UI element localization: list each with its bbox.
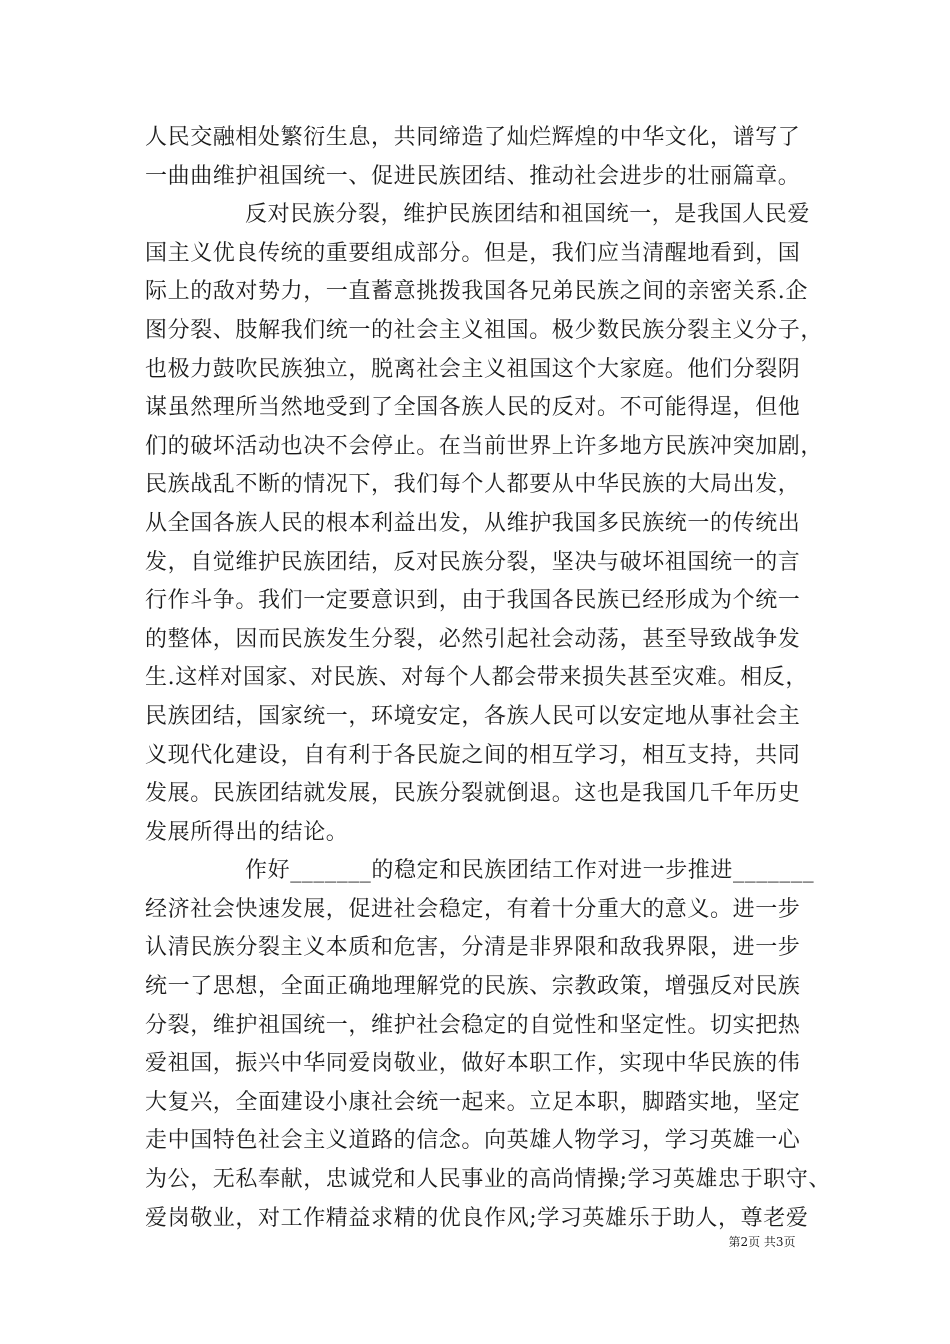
text-line: 义现代化建设，自有利于各民旋之间的相互学习，相互支持，共同 [145,742,801,768]
text-line: 也极力鼓吹民族独立，脱离社会主义祖国这个大家庭。他们分裂阴 [145,356,801,382]
text-line: 统一了思想，全面正确地理解党的民族、宗教政策，增强反对民族 [145,974,801,1000]
text-line: 民族战乱不断的情况下，我们每个人都要从中华民族的大局出发， [145,472,801,498]
text-line: 从全国各族人民的根本利益出发，从维护我国多民族统一的传统出 [145,510,801,536]
page-footer [0,1233,950,1250]
text-line: 反对民族分裂，维护民族团结和祖国统一，是我国人民爱 [245,202,811,228]
text-line: 生.这样对国家、对民族、对每个人都会带来损失甚至灾难。相反， [145,665,808,691]
text-line: 国主义优良传统的重要组成部分。但是，我们应当清醒地看到，国 [145,240,801,266]
text-line: 分裂，维护祖国统一，维护社会稳定的自觉性和坚定性。切实把热 [145,1012,801,1038]
text-line: 图分裂、肢解我们统一的社会主义祖国。极少数民族分裂主义分子， [145,317,824,343]
text-line: 爱岗敬业，对工作精益求精的优良作风;学习英雄乐于助人，尊老爱 [145,1205,809,1231]
text-line: 的整体，因而民族发生分裂，必然引起社会动荡，甚至导致战争发 [145,626,801,652]
text-line: 人民交融相处繁衍生息，共同缔造了灿烂辉煌的中华文化，谱写了 [145,125,801,150]
text-line: 们的破坏活动也决不会停止。在当前世界上许多地方民族冲突加剧， [145,433,824,459]
text-line: 一曲曲维护祖国统一、促进民族团结、推动社会进步的壮丽篇章。 [145,163,801,189]
text-line: 认清民族分裂主义本质和危害，分清是非界限和敌我界限，进一步 [145,935,801,961]
text-line: 发展。民族团结就发展，民族分裂就倒退。这也是我国几千年历史 [145,781,801,807]
text-line: 际上的敌对势力，一直蓄意挑拨我国各兄弟民族之间的亲密关系.企 [145,279,808,305]
text-line: 作好_______的稳定和民族团结工作对进一步推进_______ [245,858,815,884]
text-line: 走中国特色社会主义道路的信念。向英雄人物学习，学习英雄一心 [145,1128,801,1154]
page-number: 第2页 共3页 [728,1235,796,1249]
body-text [145,119,832,1238]
text-line: 大复兴，全面建设小康社会统一起来。立足本职，脚踏实地，坚定 [145,1089,801,1115]
text-line: 民族团结，国家统一，环境安定，各族人民可以安定地从事社会主 [145,703,801,729]
text-line: 行作斗争。我们一定要意识到，由于我国各民族已经形成为个统一 [145,588,801,614]
text-line: 爱祖国，振兴中华同爱岗敬业，做好本职工作，实现中华民族的伟 [145,1051,801,1077]
text-line: 发，自觉维护民族团结，反对民族分裂，坚决与破坏祖国统一的言 [145,549,801,575]
text-line: 谋虽然理所当然地受到了全国各族人民的反对。不可能得逞，但他 [145,395,801,421]
text-line: 发展所得出的结论。 [145,819,349,845]
text-line: 为公，无私奉献，忠诚党和人民事业的高尚情操;学习英雄忠于职守、 [145,1167,832,1193]
text-line: 经济社会快速发展，促进社会稳定，有着十分重大的意义。进一步 [145,896,801,922]
